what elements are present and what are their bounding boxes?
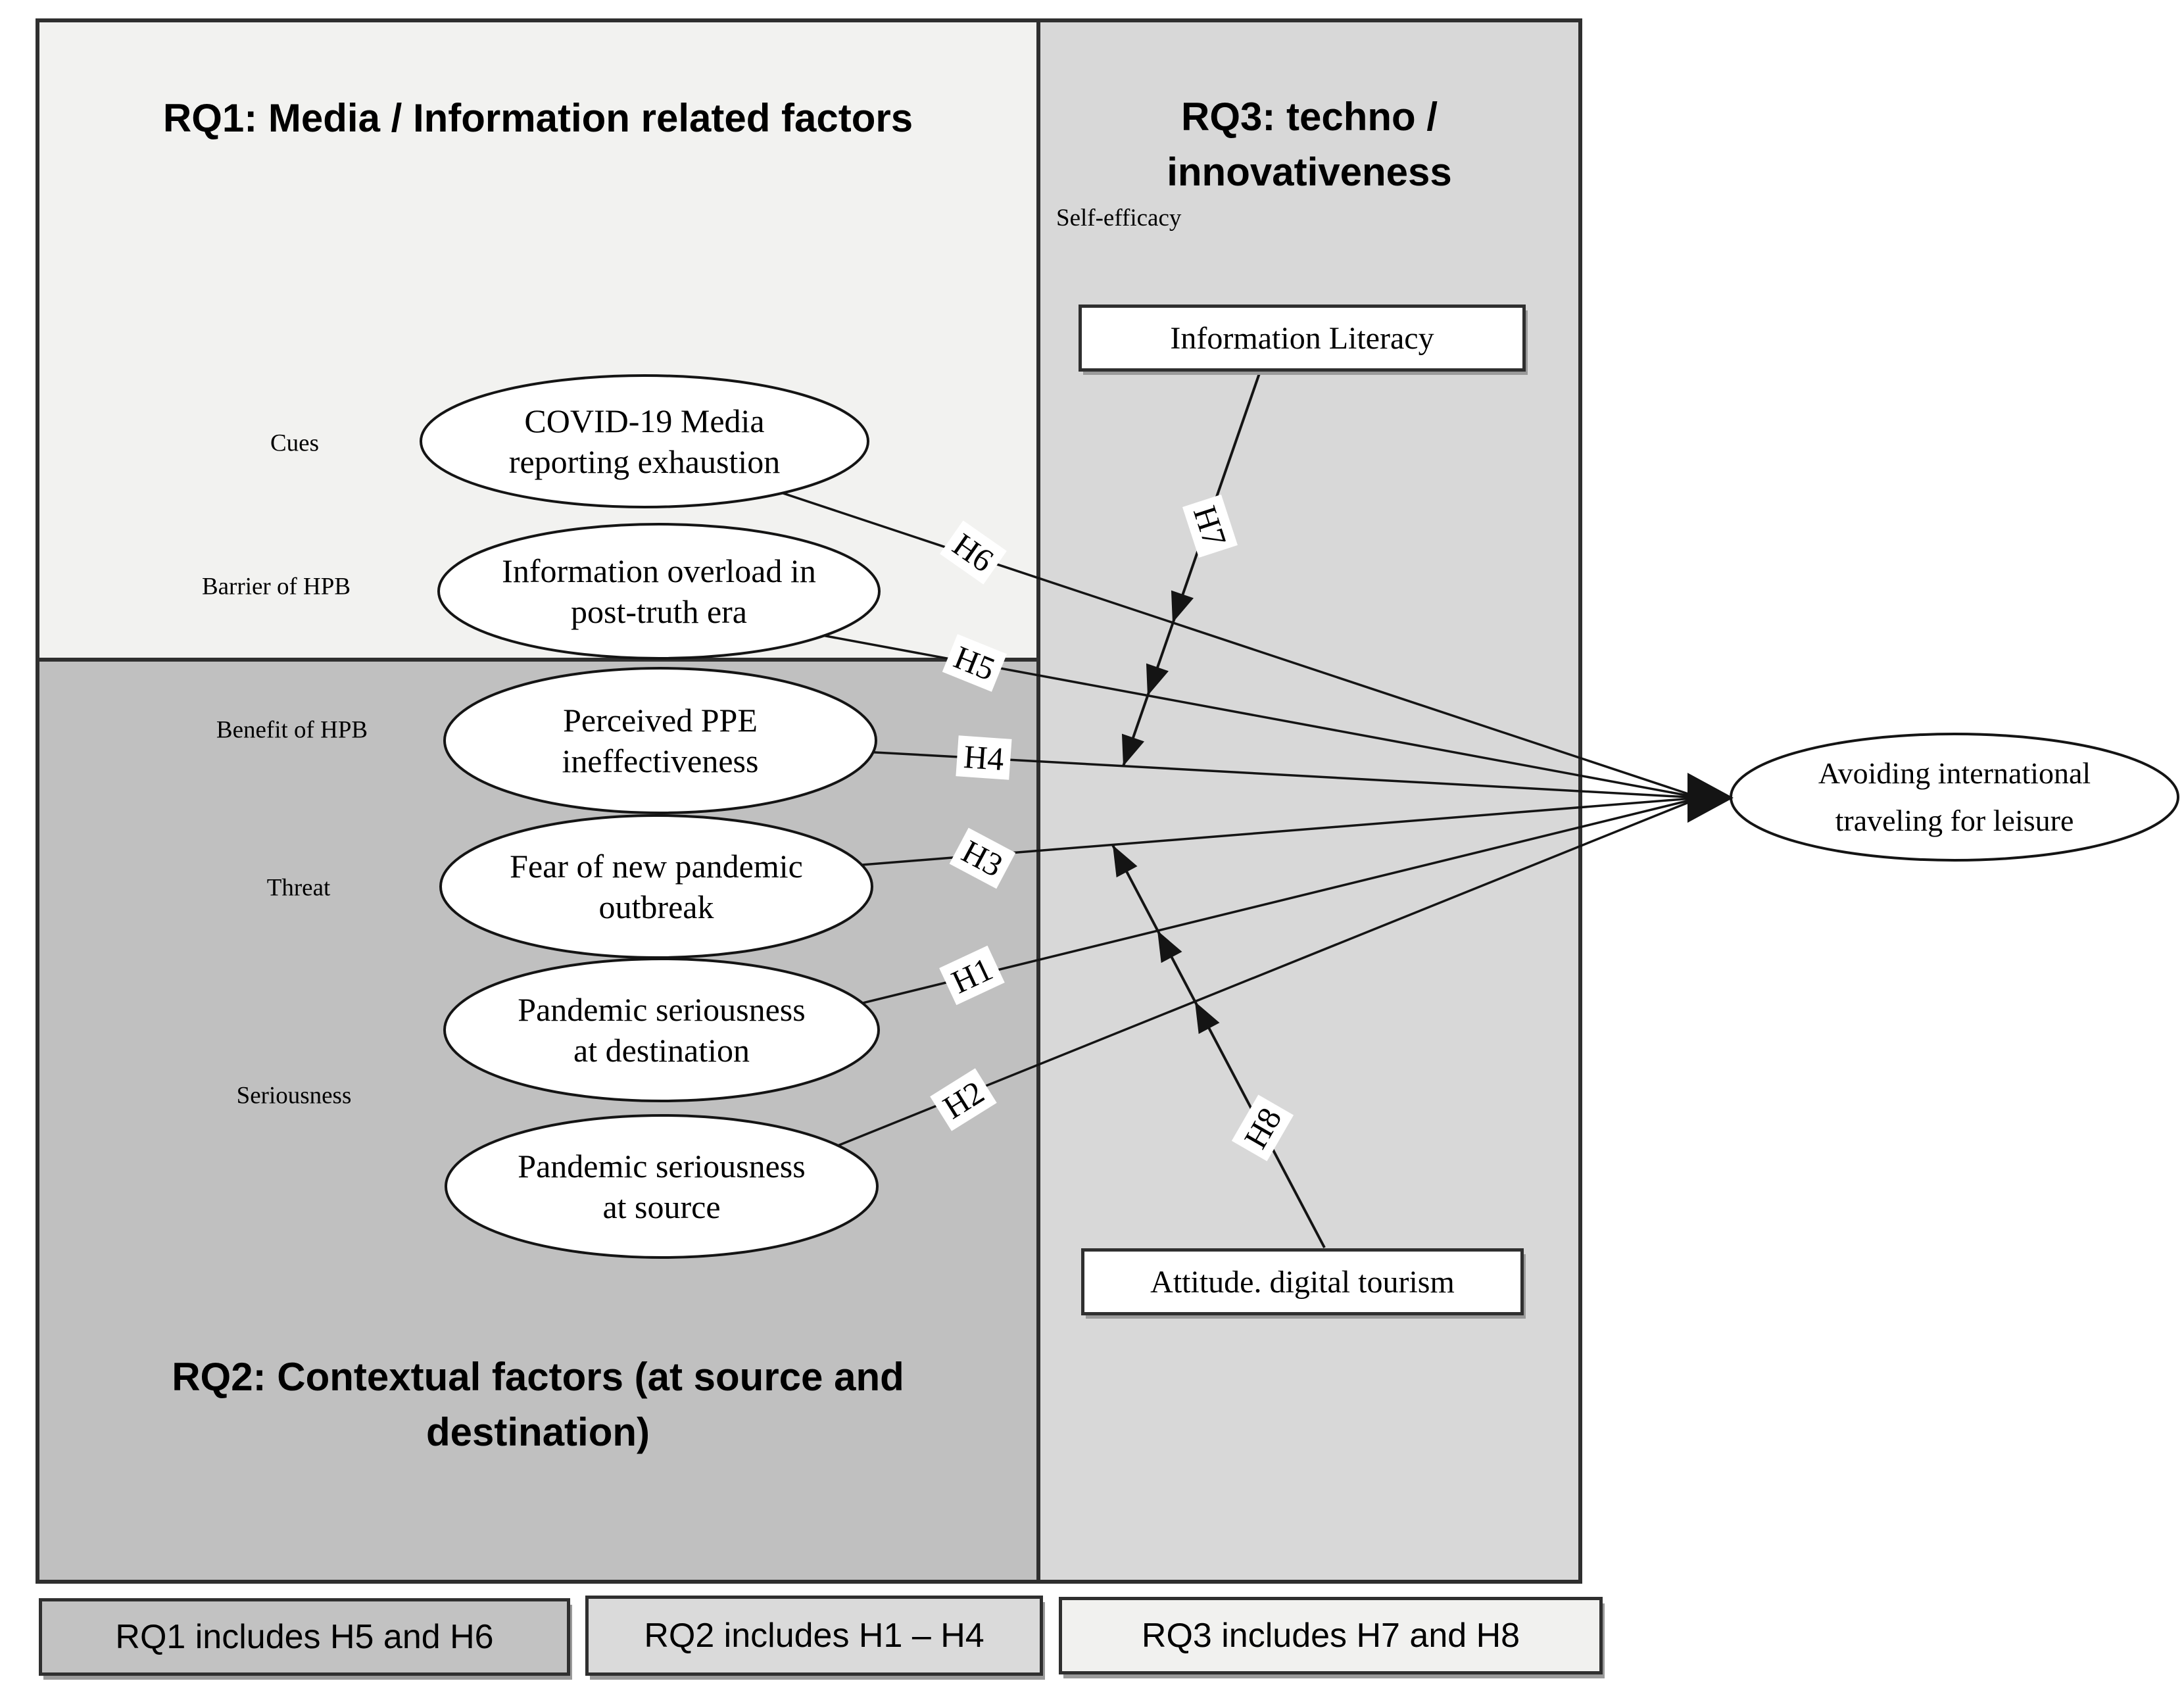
rq3-title-line2: innovativeness (1167, 150, 1452, 194)
attitude-digital-tourism-box: Attitude. digital tourism (1081, 1248, 1524, 1315)
fear-label: Fear of new pandemic outbreak (510, 848, 803, 925)
self-efficacy-label: Self-efficacy (1056, 205, 1182, 232)
rq3-title (1036, 89, 1582, 200)
rq3-title-line1: RQ3: techno / (1180, 95, 1438, 139)
row-label-seriousness: Seriousness (236, 1082, 352, 1110)
info-overload-label: Information overload in post-truth era (502, 552, 816, 630)
h8-arrowhead-on-h1 (1147, 925, 1182, 964)
ppe-label: Perceived PPE ineffectiveness (562, 702, 759, 779)
hypothesis-label-h2: H2 (930, 1068, 997, 1131)
covid-media-label: COVID-19 Media reporting exhaustion (508, 403, 781, 480)
row-label-cues: Cues (270, 429, 319, 457)
row-label-benefit: Benefit of HPB (216, 716, 368, 744)
rq2-title-line2: destination) (426, 1410, 650, 1454)
rq1-title: RQ1: Media / Information related factors (162, 96, 913, 140)
row-label-threat: Threat (266, 874, 331, 902)
hypothesis-label-h1: H1 (939, 946, 1005, 1005)
rq2-title-line1: RQ2: Contextual factors (at source and (172, 1355, 904, 1399)
row-label-barrier: Barrier of HPB (201, 573, 351, 600)
edge-h8 (1113, 845, 1324, 1248)
legend-rq3: RQ3 includes H7 and H8 (1059, 1597, 1603, 1674)
legend-rq2: RQ2 includes H1 – H4 (585, 1596, 1043, 1676)
hypothesis-label-h8: H8 (1232, 1094, 1294, 1161)
hypothesis-label-h4: H4 (956, 735, 1011, 780)
edge-h7 (1123, 372, 1260, 766)
legend-rq1: RQ1 includes H5 and H6 (39, 1598, 570, 1676)
hypothesis-label-h5: H5 (942, 634, 1007, 692)
hypothesis-label-h6: H6 (940, 520, 1007, 584)
hypothesis-label-h7: H7 (1182, 495, 1238, 558)
hypothesis-label-h3: H3 (950, 828, 1016, 889)
h8-arrowhead-on-h2 (1184, 996, 1219, 1035)
outcome-arrowhead (1687, 773, 1734, 823)
seriousness-source-label: Pandemic seriousness at source (518, 1148, 806, 1225)
rq2-title (36, 1350, 1040, 1460)
seriousness-destination-label: Pandemic seriousness at destination (518, 991, 806, 1069)
information-literacy-box: Information Literacy (1079, 305, 1526, 372)
outcome-label: Avoiding international traveling for leisure (1818, 756, 2091, 837)
